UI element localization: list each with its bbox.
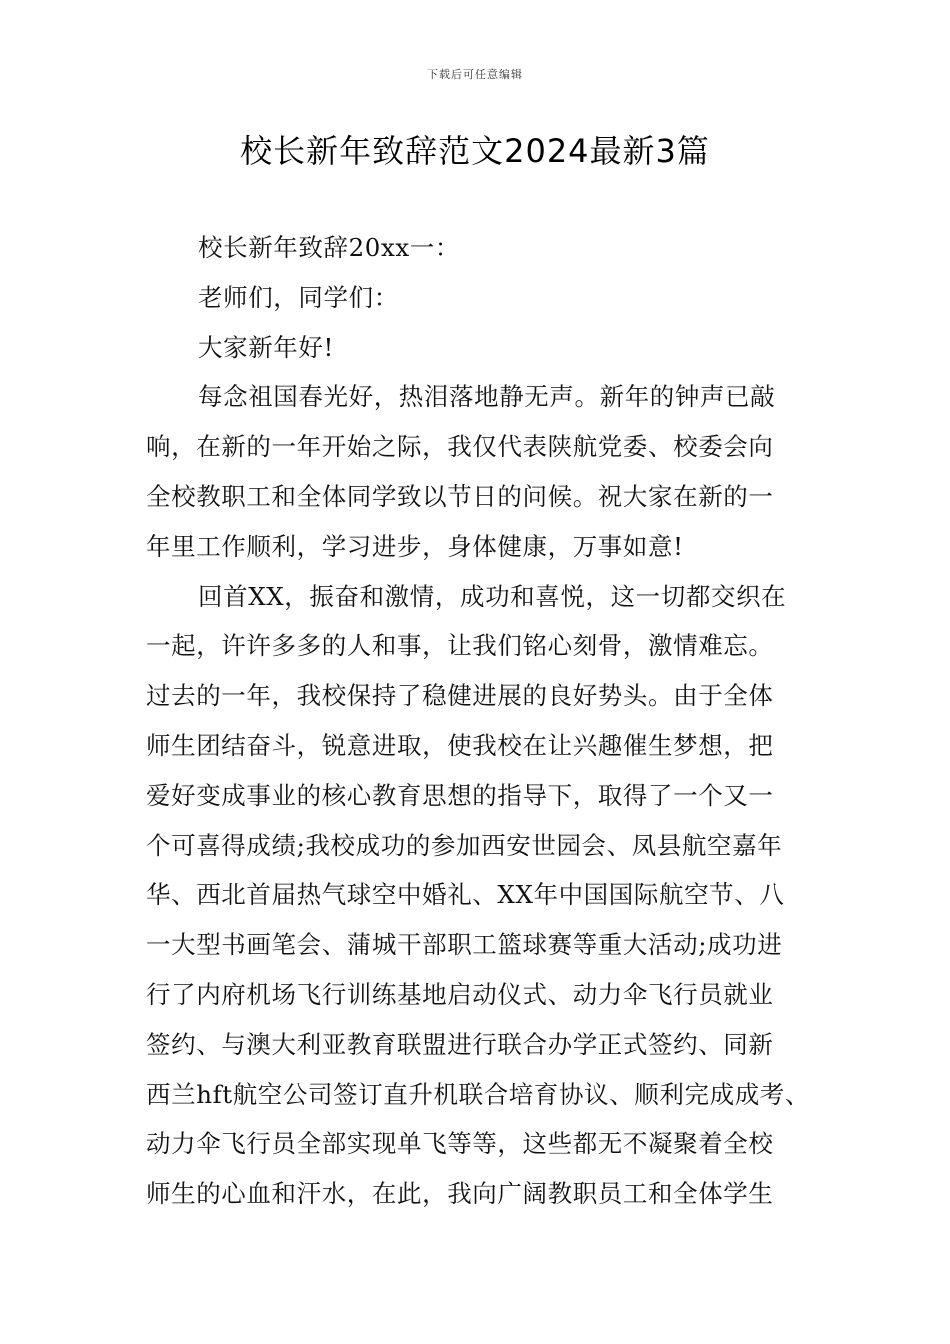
paragraph-2-line-11: 西兰hft航空公司签订直升机联合培育协议、顺利完成成考、 [146, 1079, 810, 1109]
paragraph-1-line-3: 全校教职工和全体同学致以节日的问候。祝大家在新的一 [146, 481, 774, 511]
header-note: 下载后可任意编辑 [427, 68, 523, 81]
paragraph-1-line-4: 年里工作顺利，学习进步，身体健康，万事如意! [146, 531, 684, 561]
paragraph-2-line-1: 回首XX，振奋和激情，成功和喜悦，这一切都交织在 [198, 581, 787, 611]
greeting-heading: 校长新年致辞20xx一： [198, 233, 461, 262]
paragraph-2-line-13: 师生的心血和汗水，在此，我向广阔教职员工和全体学生 [146, 1179, 774, 1209]
document-title: 校长新年致辞范文2024最新3篇 [240, 132, 710, 170]
paragraph-1-line-2: 响，在新的一年开始之际，我仅代表陕航党委、校委会向 [146, 432, 774, 462]
paragraph-2-line-8: 一大型书画笔会、蒲城干部职工篮球赛等重大活动;成功进 [146, 930, 783, 960]
new-year-greeting: 大家新年好! [198, 332, 334, 362]
document-body [146, 223, 808, 1219]
paragraph-2-line-3: 过去的一年，我校保持了稳健进展的良好势头。由于全体 [146, 681, 774, 711]
paragraph-2-line-9: 行了内府机场飞行训练基地启动仪式、动力伞飞行员就业 [146, 979, 774, 1009]
paragraph-1-line-1: 每念祖国春光好，热泪落地静无声。新年的钟声已敲 [198, 382, 776, 412]
paragraph-2-line-10: 签约、与澳大利亚教育联盟进行联合办学正式签约、同新 [146, 1029, 774, 1059]
paragraph-2-line-5: 爱好变成事业的核心教育思想的指导下，取得了一个又一 [146, 780, 774, 810]
salutation: 老师们，同学们： [198, 282, 399, 312]
paragraph-2-line-2: 一起，许许多多的人和事，让我们铭心刻骨，激情难忘。 [146, 631, 774, 661]
paragraph-2-line-4: 师生团结奋斗，锐意进取，使我校在让兴趣催生梦想，把 [146, 730, 774, 760]
paragraph-2-line-7: 华、西北首届热气球空中婚礼、XX年中国国际航空节、八 [146, 880, 785, 910]
paragraph-2-line-12: 动力伞飞行员全部实现单飞等等，这些都无不凝聚着全校 [146, 1129, 774, 1159]
paragraph-2-line-6: 个可喜得成绩;我校成功的参加西安世园会、凤县航空嘉年 [146, 830, 783, 860]
